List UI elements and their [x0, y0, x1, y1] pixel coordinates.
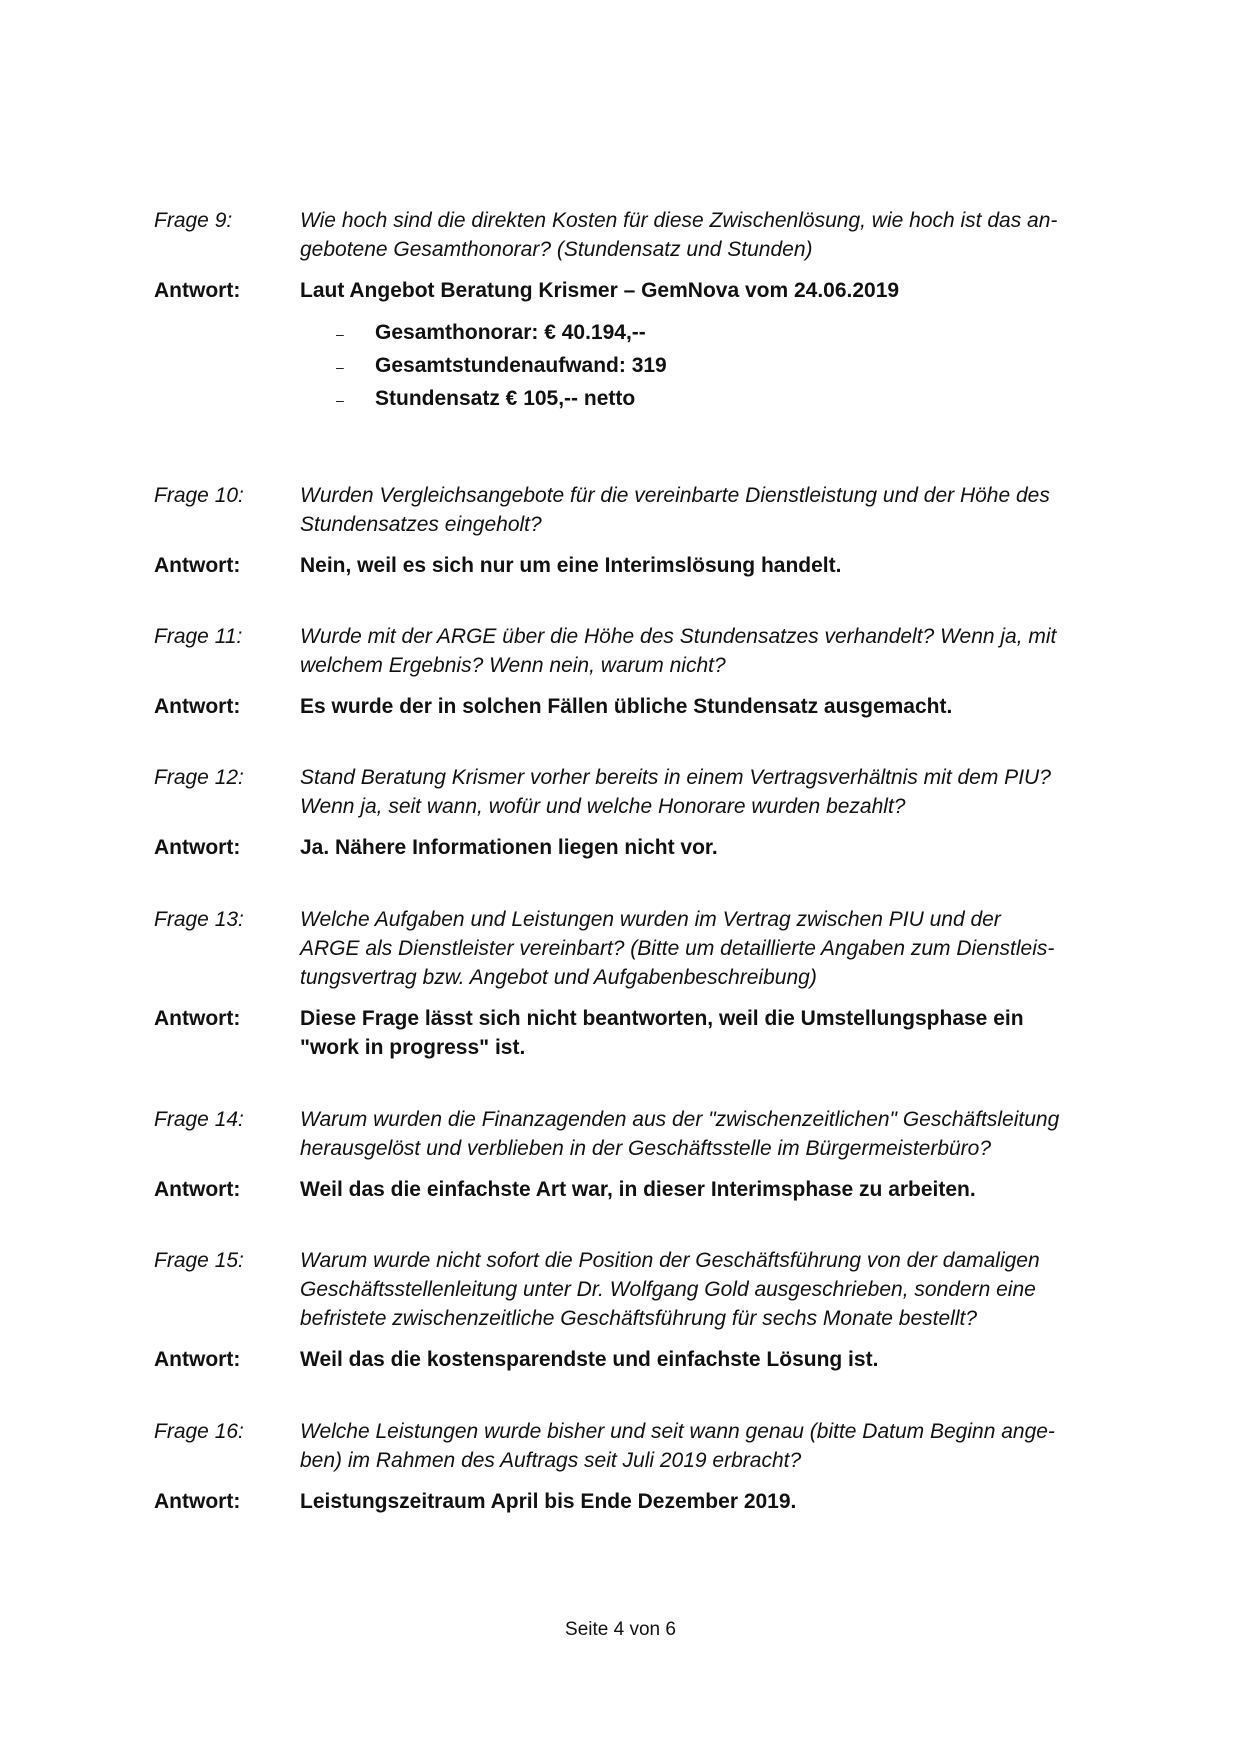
- question-text: [300, 622, 1129, 680]
- question-line: Wenn ja, seit wann, wofür und welche Honorare wurden bezahlt?: [300, 795, 906, 818]
- answer-label: Antwort:: [154, 1348, 241, 1371]
- question-row: [154, 1246, 1129, 1333]
- question-line: welchem Ergebnis? Wenn nein, warum nicht?: [300, 654, 726, 677]
- qa-block-12: [154, 763, 1129, 862]
- answer-row: [154, 276, 1129, 305]
- bullet-text: Stundensatz € 105,-- netto: [375, 387, 636, 410]
- question-label: Frage 12:: [154, 766, 244, 789]
- answer-text: [300, 1345, 1129, 1374]
- question-text: [300, 763, 1129, 821]
- question-line: Warum wurde nicht sofort die Position der Geschäftsführung von der damaligen: [300, 1249, 1040, 1272]
- question-row: [154, 481, 1129, 539]
- answer-line: "work in progress" ist.: [300, 1036, 526, 1059]
- answer-row: [154, 692, 1129, 721]
- document-body: [154, 206, 1129, 1516]
- qa-block-13: [154, 905, 1129, 1062]
- answer-label: Antwort:: [154, 279, 241, 302]
- answer-label: Antwort:: [154, 1490, 241, 1513]
- page-footer: [0, 1618, 1241, 1642]
- question-text: [300, 1417, 1129, 1475]
- answer-text: [300, 833, 1129, 862]
- answer-line: Diese Frage lässt sich nicht beantworten, weil die Umstellungsphase ein: [300, 1007, 1024, 1030]
- question-row: [154, 905, 1129, 992]
- list-item: [300, 384, 1129, 417]
- page-number: Seite 4 von 6: [565, 1619, 676, 1640]
- qa-block-15: [154, 1246, 1129, 1374]
- answer-line: Leistungszeitraum April bis Ende Dezember 2019.: [300, 1490, 797, 1513]
- answer-text: [300, 692, 1129, 721]
- qa-block-9: [154, 206, 1129, 417]
- qa-block-16: [154, 1417, 1129, 1516]
- list-item: [300, 318, 1129, 351]
- answer-row: [154, 1345, 1129, 1374]
- question-text: [300, 206, 1129, 264]
- answer-line: Laut Angebot Beratung Krismer – GemNova vom 24.06.2019: [300, 279, 900, 302]
- question-line: tungsvertrag bzw. Angebot und Aufgabenbeschreibung): [300, 966, 817, 989]
- answer-text: [300, 551, 1129, 580]
- question-label: Frage 14:: [154, 1108, 244, 1131]
- question-line: Geschäftsstellenleitung unter Dr. Wolfgang Gold ausgeschrieben, sondern eine: [300, 1278, 1036, 1301]
- question-label: Frage 11:: [154, 625, 243, 648]
- list-item: [300, 351, 1129, 384]
- dash-bullet-icon: –: [336, 392, 344, 408]
- answer-label: Antwort:: [154, 1178, 241, 1201]
- answer-row: [154, 1004, 1129, 1062]
- question-line: Welche Leistungen wurde bisher und seit wann genau (bitte Datum Beginn ange-: [300, 1420, 1055, 1443]
- answer-label: Antwort:: [154, 836, 241, 859]
- question-label: Frage 9:: [154, 209, 233, 232]
- question-line: befristete zwischenzeitliche Geschäftsführung für sechs Monate bestellt?: [300, 1307, 978, 1330]
- answer-line: Nein, weil es sich nur um eine Interimslösung handelt.: [300, 554, 842, 577]
- answer-label: Antwort:: [154, 695, 241, 718]
- question-row: [154, 206, 1129, 264]
- answer-line: Weil das die einfachste Art war, in dieser Interimsphase zu arbeiten.: [300, 1178, 976, 1201]
- question-line: ben) im Rahmen des Auftrags seit Juli 2019 erbracht?: [300, 1449, 802, 1472]
- question-line: herausgelöst und verblieben in der Geschäftsstelle im Bürgermeisterbüro?: [300, 1137, 992, 1160]
- question-label: Frage 10:: [154, 484, 244, 507]
- question-label: Frage 13:: [154, 908, 244, 931]
- dash-bullet-icon: –: [336, 326, 344, 342]
- question-line: Wurden Vergleichsangebote für die vereinbarte Dienstleistung und der Höhe des: [300, 484, 1050, 507]
- answer-row: [154, 1175, 1129, 1204]
- bullet-text: Gesamthonorar: € 40.194,--: [375, 321, 646, 344]
- answer-label: Antwort:: [154, 554, 241, 577]
- question-line: gebotene Gesamthonorar? (Stundensatz und Stunden): [300, 238, 813, 261]
- question-line: Wurde mit der ARGE über die Höhe des Stundensatzes verhandelt? Wenn ja, mit: [300, 625, 1057, 648]
- question-line: ARGE als Dienstleister vereinbart? (Bitte um detaillierte Angaben zum Dienstleis-: [300, 937, 1055, 960]
- question-line: Stand Beratung Krismer vorher bereits in einem Vertragsverhältnis mit dem PIU?: [300, 766, 1051, 789]
- question-row: [154, 622, 1129, 680]
- answer-text: [300, 276, 1129, 305]
- qa-block-10: [154, 481, 1129, 580]
- dash-bullet-icon: –: [336, 359, 344, 375]
- answer-text: [300, 1004, 1129, 1062]
- question-row: [154, 763, 1129, 821]
- question-row: [154, 1105, 1129, 1163]
- question-text: [300, 905, 1129, 992]
- answer-bullet-list: [300, 318, 1129, 417]
- question-label: Frage 15:: [154, 1249, 244, 1272]
- question-text: [300, 481, 1129, 539]
- answer-label: Antwort:: [154, 1007, 241, 1030]
- qa-block-14: [154, 1105, 1129, 1204]
- bullet-text: Gesamtstundenaufwand: 319: [375, 354, 667, 377]
- question-text: [300, 1105, 1129, 1163]
- answer-text: [300, 1175, 1129, 1204]
- question-label: Frage 16:: [154, 1420, 244, 1443]
- answer-row: [154, 833, 1129, 862]
- question-row: [154, 1417, 1129, 1475]
- question-line: Warum wurden die Finanzagenden aus der "zwischenzeitlichen" Geschäftsleitung: [300, 1108, 1060, 1131]
- question-line: Wie hoch sind die direkten Kosten für diese Zwischenlösung, wie hoch ist das an-: [300, 209, 1058, 232]
- question-line: Stundensatzes eingeholt?: [300, 513, 542, 536]
- qa-block-11: [154, 622, 1129, 721]
- answer-row: [154, 551, 1129, 580]
- question-text: [300, 1246, 1129, 1333]
- question-line: Welche Aufgaben und Leistungen wurden im Vertrag zwischen PIU und der: [300, 908, 1001, 931]
- answer-row: [154, 1487, 1129, 1516]
- answer-text: [300, 1487, 1129, 1516]
- answer-line: Ja. Nähere Informationen liegen nicht vor.: [300, 836, 718, 859]
- answer-line: Weil das die kostensparendste und einfachste Lösung ist.: [300, 1348, 879, 1371]
- answer-line: Es wurde der in solchen Fällen übliche Stundensatz ausgemacht.: [300, 695, 953, 718]
